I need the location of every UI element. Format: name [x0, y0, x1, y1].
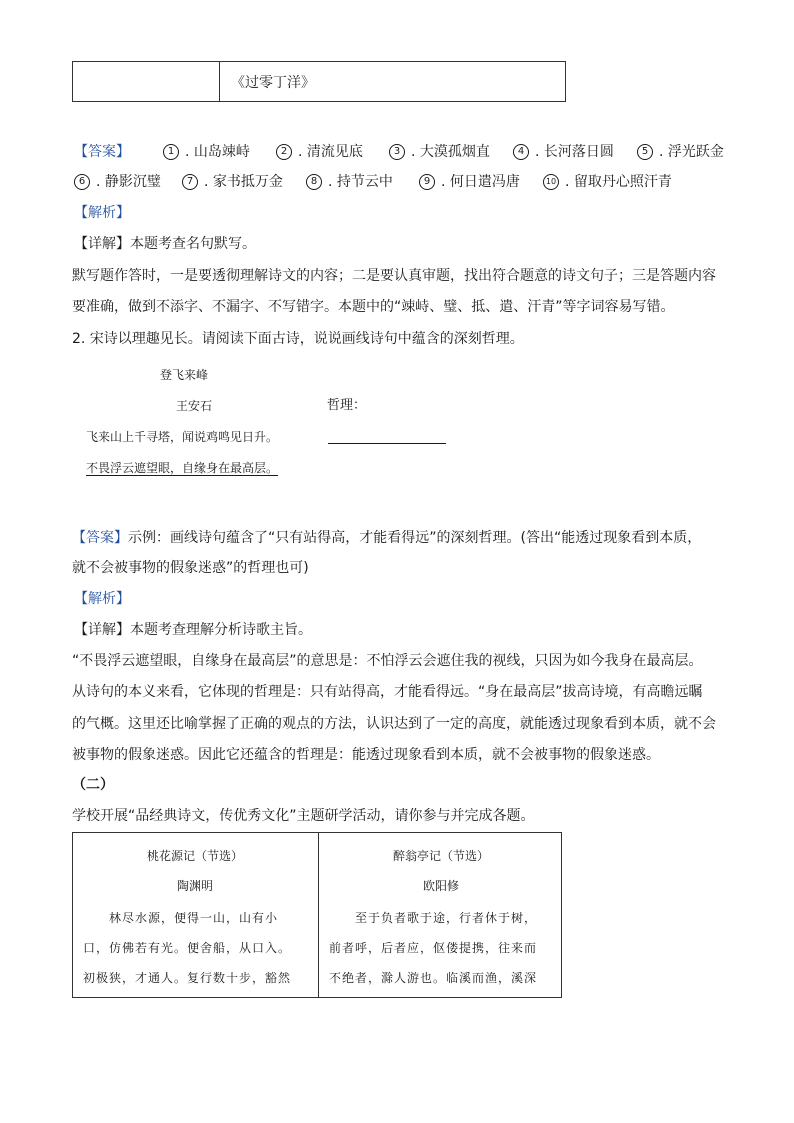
passage-line: 口，仿佛若有光。便舍船，从口入。 — [83, 941, 292, 955]
answer-item: 10 . 留取丹心照汗青 — [543, 172, 672, 192]
answer-2-line-2: 就不会被事物的假象迷惑”的哲理也可) — [72, 560, 309, 576]
poem-author: 王安石 — [176, 399, 213, 413]
poem-title: 登飞来峰 — [160, 368, 209, 382]
passage-line: 前者呼，后者应，伛偻提携，往来而 — [329, 941, 538, 955]
answer-item: 1 . 山岛竦峙 — [163, 142, 276, 162]
passage-line: 至于负者歌于途，行者休于树， — [355, 911, 538, 925]
passage-line: 初极狭，才通人。复行数十步，豁然 — [83, 971, 292, 985]
analysis-text: 从诗句的本义来看，它体现的哲理是：只有站得高，才能看得远。“身在最高层”拔高诗境，有高瞻远瞩 — [72, 684, 703, 700]
passage-line: 不绝者，滁人游也。临溪而渔，溪深 — [329, 971, 538, 985]
detail-label: 【详解】 — [74, 236, 130, 252]
section-heading: （二） — [72, 777, 114, 793]
answer-item: 3 . 大漠孤烟直 — [389, 142, 513, 162]
answer-label: 【答案】 — [74, 144, 130, 160]
passage-line: 林尽水源，便得一山，山有小 — [109, 911, 279, 925]
analysis-text: 的气概。这里还比喻掌握了正确的观点的方法，认识达到了一定的高度，就能透过现象看到本质，就不会 — [72, 716, 716, 732]
answer-item: 9 . 何日遣冯唐 — [419, 172, 543, 192]
detail-line: 【详解】本题考查理解分析诗歌主旨。 — [74, 622, 312, 638]
detail-line: 【详解】本题考查名句默写。 — [74, 236, 256, 252]
answer-item: 7 . 家书抵万金 — [182, 172, 306, 192]
answer-item: 8 . 持节云中 — [306, 172, 419, 192]
analysis-text: 被事物的假象迷惑。因此它还蕴含的哲理是：能透过现象看到本质，就不会被事物的假象迷惑。 — [72, 747, 660, 763]
answer-blank-line — [328, 443, 446, 444]
answer-row-1 — [74, 142, 724, 162]
top-table — [72, 61, 566, 102]
answer-item: 4 . 长河落日圆 — [513, 142, 637, 162]
question-2: 2. 宋诗以理趣见长。请阅读下面古诗，说说画线诗句中蕴含的深刻哲理。 — [72, 331, 524, 347]
answer-row-2 — [74, 172, 672, 192]
answer-item: 5 . 浮光跃金 — [637, 142, 724, 162]
passage-title: 醉翁亭记（节选） — [392, 849, 489, 863]
analysis-label: 【解析】 — [74, 205, 130, 221]
section-intro: 学校开展“品经典诗文，传优秀文化”主题研学活动，请你参与并完成各题。 — [72, 808, 535, 824]
passage-author: 陶渊明 — [176, 879, 213, 893]
table-divider — [219, 62, 220, 101]
passage-author: 欧阳修 — [422, 879, 459, 893]
passage-table — [72, 832, 562, 998]
answer-label: 【答案】 — [72, 530, 128, 546]
answer-item: 6 . 静影沉璧 — [74, 172, 182, 192]
analysis-label: 【解析】 — [74, 591, 130, 607]
answer-item: 2 . 清流见底 — [276, 142, 389, 162]
analysis-text: “不畏浮云遮望眼，自缘身在最高层”的意思是：不怕浮云会遮住我的视线，只因为如今我身在最高层。 — [72, 653, 703, 669]
answer-2-line-1: 【答案】示例：画线诗句蕴含了“只有站得高，才能看得远”的深刻哲理。(答出“能透过现象看到本质， — [72, 530, 702, 546]
table-cell-title: 《过零丁洋》 — [231, 75, 315, 91]
poem-line-2-underlined: 不畏浮云遮望眼，自缘身在最高层。 — [86, 461, 279, 475]
analysis-text: 默写题作答时，一是要透彻理解诗文的内容；二是要认真审题，找出符合题意的诗文句子；三是答题内容 — [72, 268, 716, 284]
detail-label: 【详解】 — [74, 622, 130, 638]
analysis-text: 要准确，做到不添字、不漏字、不写错字。本题中的“竦峙、璧、抵、遣、汗青”等字词容易写错。 — [72, 299, 675, 315]
passage-title: 桃花源记（节选） — [146, 849, 243, 863]
philosophy-label: 哲理： — [327, 398, 367, 413]
poem-line-1: 飞来山上千寻塔，闻说鸡鸣见日升。 — [86, 430, 279, 444]
